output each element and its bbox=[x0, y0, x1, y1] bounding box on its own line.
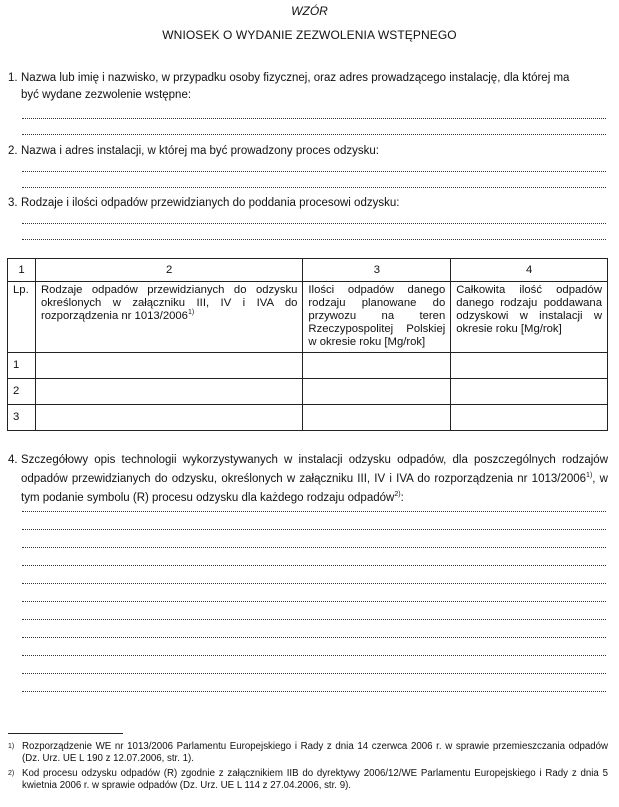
header-waste-types: Rodzaje odpadów przewidzianych do odzysku określonych w załączniku III, IV i IVA do rozporządzenia nr 1013/2006$^{1)}$ bbox=[35, 282, 302, 353]
footnote-2-mark: 2) bbox=[8, 770, 15, 777]
section-3-answer-line-2[interactable] bbox=[22, 239, 606, 240]
section-4-answer-line-10[interactable] bbox=[22, 673, 606, 674]
section-4-answer-line-8[interactable] bbox=[22, 637, 606, 638]
section-3-text: Rodzaje i ilości odpadów przewidzianych do poddania procesowi odzysku: bbox=[21, 197, 400, 209]
section-3 bbox=[8, 195, 608, 212]
column-number-2: 2 bbox=[35, 259, 302, 282]
section-1-answer-line-2[interactable] bbox=[22, 134, 606, 135]
footnote-2 bbox=[8, 768, 608, 792]
footnote-1-mark: 1) bbox=[8, 743, 15, 750]
header-lp: Lp. bbox=[8, 282, 36, 353]
cell-planned-quantity[interactable] bbox=[303, 379, 451, 405]
row-number: 3 bbox=[8, 405, 36, 431]
cell-planned-quantity[interactable] bbox=[303, 405, 451, 431]
section-3-answer-line-1[interactable] bbox=[22, 223, 606, 224]
form-template-label: WZÓR bbox=[291, 4, 328, 18]
section-1-text-line1: Nazwa lub imię i nazwisko, w przypadku osoby fizycznej, oraz adres prowadzącego instalację, dla której ma bbox=[21, 72, 570, 84]
column-number-1: 1 bbox=[8, 259, 36, 282]
section-2-answer-line-1[interactable] bbox=[22, 171, 606, 172]
footnote-1 bbox=[8, 741, 608, 765]
section-4-answer-line-7[interactable] bbox=[22, 619, 606, 620]
section-4-answer-line-6[interactable] bbox=[22, 601, 606, 602]
cell-recovery-quantity[interactable] bbox=[451, 379, 608, 405]
footnote-2-text: Kod procesu odzysku odpadów (R) zgodnie z załącznikiem IIB do dyrektywy 2006/12/WE Parlamentu Europejskiego i Rady z dnia 5 kwietnia 2006 r. w sprawie odpadów (Dz. Urz. UE L 114 z 27.04.2006, str. 9). bbox=[22, 768, 608, 791]
column-number-3: 3 bbox=[303, 259, 451, 282]
table-header-row bbox=[8, 282, 608, 353]
waste-table bbox=[7, 258, 608, 431]
cell-waste-type[interactable] bbox=[35, 379, 302, 405]
section-4-answer-line-9[interactable] bbox=[22, 655, 606, 656]
header-total-recovery-quantity: Całkowita ilość odpadów danego rodzaju poddawana odzyskowi w instalacji w okresie roku [Mg/rok] bbox=[451, 282, 608, 353]
section-4 bbox=[8, 451, 608, 508]
footnote-1-text: Rozporządzenie WE nr 1013/2006 Parlamentu Europejskiego i Rady z dnia 14 czerwca 2006 r. w sprawie przemieszczania odpadów (Dz. Urz. UE L 190 z 12.07.2006, str. 1). bbox=[22, 741, 608, 764]
section-1 bbox=[8, 70, 608, 104]
table-row bbox=[8, 379, 608, 405]
section-2-number: 2. bbox=[8, 145, 18, 157]
section-2-text: Nazwa i adres instalacji, w której ma być prowadzony proces odzysku: bbox=[21, 145, 379, 157]
cell-waste-type[interactable] bbox=[35, 405, 302, 431]
section-4-answer-line-1[interactable] bbox=[22, 511, 606, 512]
table-row bbox=[8, 405, 608, 431]
table-row bbox=[8, 353, 608, 379]
row-number: 2 bbox=[8, 379, 36, 405]
row-number: 1 bbox=[8, 353, 36, 379]
section-1-text-line2: być wydane zezwolenie wstępne: bbox=[21, 89, 192, 101]
section-1-answer-line-1[interactable] bbox=[22, 118, 606, 119]
cell-recovery-quantity[interactable] bbox=[451, 353, 608, 379]
cell-waste-type[interactable] bbox=[35, 353, 302, 379]
section-4-answer-line-3[interactable] bbox=[22, 547, 606, 548]
section-4-answer-line-11[interactable] bbox=[22, 691, 606, 692]
section-2 bbox=[8, 143, 608, 160]
section-4-answer-line-2[interactable] bbox=[22, 529, 606, 530]
section-4-text: Szczegółowy opis technologii wykorzystywanych w instalacji odzysku odpadów, dla poszczególnych rodzajów odpadów przewidzianych do odzysku, określonych w załączniku III, IV i IVA do rozporządzenia nr 1013/2006$^{1)}$, w tym podanie symbolu (R) procesu odzysku dla każdego rodzaju odpadów$^{2)}$: bbox=[21, 454, 608, 504]
header-planned-import-quantity: Ilości odpadów danego rodzaju planowane do przywozu na teren Rzeczypospolitej Polskiej w okresie roku [Mg/rok] bbox=[303, 282, 451, 353]
cell-planned-quantity[interactable] bbox=[303, 353, 451, 379]
document-title: WNIOSEK O WYDANIE ZEZWOLENIA WSTĘPNEGO bbox=[162, 28, 457, 42]
section-1-number: 1. bbox=[8, 72, 18, 84]
section-4-number: 4. bbox=[8, 454, 18, 466]
section-3-number: 3. bbox=[8, 197, 18, 209]
column-number-4: 4 bbox=[451, 259, 608, 282]
section-4-answer-line-4[interactable] bbox=[22, 565, 606, 566]
cell-recovery-quantity[interactable] bbox=[451, 405, 608, 431]
table-column-numbers bbox=[8, 259, 608, 282]
section-4-answer-line-5[interactable] bbox=[22, 583, 606, 584]
section-2-answer-line-2[interactable] bbox=[22, 187, 606, 188]
footnote-separator bbox=[8, 733, 123, 734]
